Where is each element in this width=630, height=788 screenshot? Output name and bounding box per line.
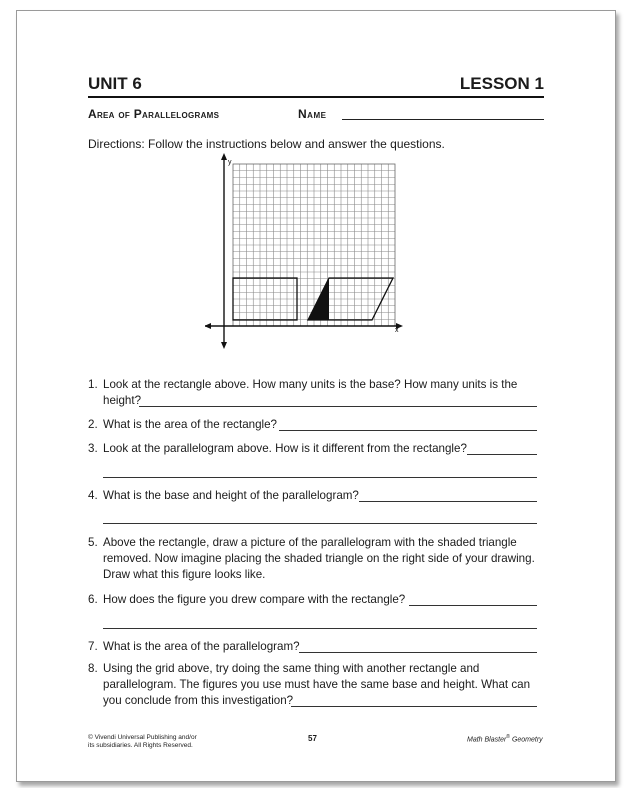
- answer-line-6b[interactable]: [103, 628, 537, 629]
- y-axis-arrow: [221, 153, 227, 160]
- question-6-text: How does the figure you drew compare with the rectangle?: [103, 593, 406, 606]
- answer-line-3b[interactable]: [103, 477, 537, 478]
- name-field-line[interactable]: [342, 119, 544, 120]
- answer-line-1[interactable]: [139, 406, 537, 407]
- question-1-text: Look at the rectangle above. How many units is the base? How many units is the: [103, 378, 518, 391]
- worksheet-title: Area of Parallelograms: [88, 107, 220, 121]
- answer-line-7[interactable]: [299, 652, 537, 653]
- answer-line-4b[interactable]: [103, 523, 537, 524]
- book-title: Math Blaster® Geometry: [467, 734, 543, 744]
- worksheet-header: [88, 74, 544, 96]
- question-4-text: What is the base and height of the parallelogram?: [103, 489, 359, 502]
- directions: Directions: Follow the instructions below and answer the questions.: [88, 137, 445, 151]
- question-5-text: Above the rectangle, draw a picture of the parallelogram with the shaded triangle: [103, 536, 517, 549]
- y-axis-label: y: [228, 159, 232, 166]
- copyright-notice: © Vivendi Universal Publishing and/or its subsidiaries. All Rights Reserved.: [88, 734, 197, 749]
- answer-line-2[interactable]: [279, 430, 537, 431]
- x-axis-label: x: [395, 327, 399, 334]
- header-rule: [88, 96, 544, 98]
- answer-line-3a[interactable]: [467, 454, 537, 455]
- question-2-text: What is the area of the rectangle?: [103, 418, 278, 431]
- lesson-title: LESSON 1: [459, 74, 544, 93]
- answer-line-4a[interactable]: [359, 501, 537, 502]
- question-7-text: What is the area of the parallelogram?: [103, 640, 300, 653]
- question-3-text: Look at the parallelogram above. How is it different from the rectangle?: [103, 442, 467, 455]
- answer-line-8[interactable]: [291, 706, 537, 707]
- answer-line-6a[interactable]: [409, 605, 537, 606]
- coordinate-grid: [205, 152, 410, 350]
- name-label: Name: [298, 107, 327, 121]
- unit-title: UNIT 6: [88, 74, 142, 93]
- page-number: 57: [308, 734, 317, 743]
- question-8-text: Using the grid above, try doing the same thing with another rectangle and: [103, 662, 480, 675]
